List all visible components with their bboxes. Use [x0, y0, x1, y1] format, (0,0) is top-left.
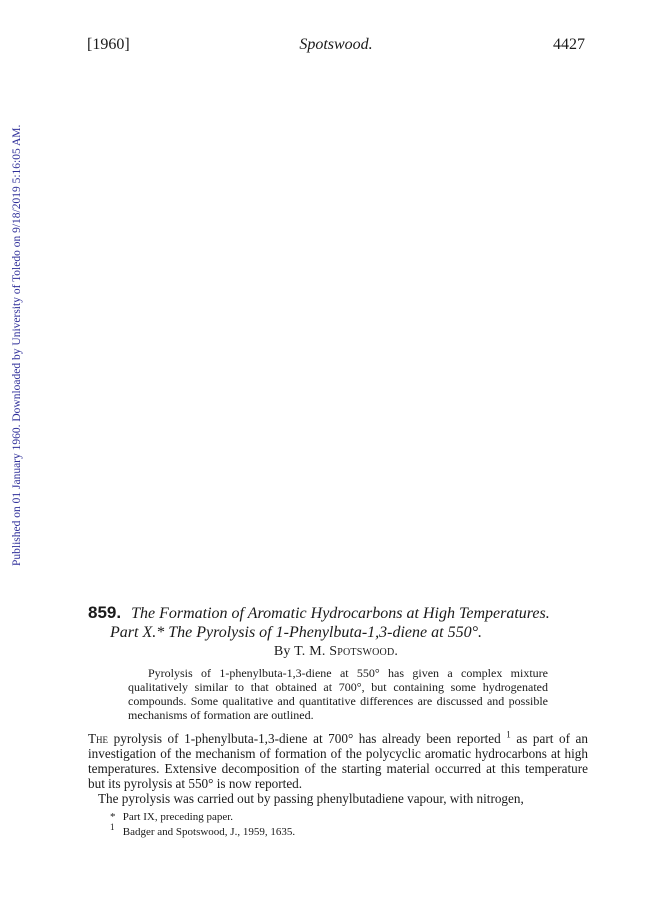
title-line-1 — [88, 603, 588, 623]
article-number: 859. — [88, 603, 122, 622]
running-header — [0, 36, 672, 60]
header-year: [1960] — [87, 36, 130, 53]
abstract — [128, 666, 548, 722]
footnotes — [110, 810, 550, 840]
footnote — [110, 810, 550, 825]
download-watermark: Published on 01 January 1960. Downloaded by University of Toledo on 9/18/2019 5:16:05 AM. — [11, 124, 23, 566]
paragraph-2: The pyrolysis was carried out by passing phenylbutadiene vapour, with nitrogen, — [98, 791, 524, 806]
body-text — [88, 731, 588, 806]
footnote: $^1$ Badger and Spotswood, J., 1959, 1635. — [110, 822, 296, 838]
footnote-mark: * — [110, 811, 116, 823]
title-line-2: Part X.* The Pyrolysis of 1-Phenylbuta-1,3-diene at 550°. — [110, 624, 482, 641]
article-title — [88, 603, 588, 642]
reference-marker: 1 — [506, 729, 511, 740]
paragraph-1-part-a: pyrolysis of 1-phenylbuta-1,3-diene at 700° has already been reported — [108, 731, 507, 746]
footnote-text: Part IX, preceding paper. — [122, 811, 234, 823]
footnote-text: Badger and Spotswood, J., 1959, 1635. — [122, 826, 296, 838]
author-byline — [0, 644, 672, 660]
paragraph-1-part-b: as part of an investigation of the mechanism of formation of the polycyclic aromatic hydrocarbons at high temperatures. Extensive decomposition of the starting material occurred at this temperature but its pyrolysis at 550° is now reported. — [88, 731, 588, 791]
header-page-number: 4427 — [553, 36, 585, 53]
byline-surname: Spotswood. — [329, 644, 399, 659]
header-author: Spotswood. — [299, 36, 373, 53]
paragraph-1 — [88, 731, 588, 791]
paragraph-lead: The — [88, 731, 109, 746]
byline-prefix: By T. M. — [273, 644, 326, 659]
abstract-text: Pyrolysis of 1-phenylbuta-1,3-diene at 550° has given a complex mixture qualitatively similar to that obtained at 700°, but containing some hydrogenated compounds. Some qualitative and quantitative differences are discussed and possible mechanisms of formation are outlined. — [128, 666, 548, 722]
title-text-1: The Formation of Aromatic Hydrocarbons at High Temperatures. — [131, 605, 550, 622]
